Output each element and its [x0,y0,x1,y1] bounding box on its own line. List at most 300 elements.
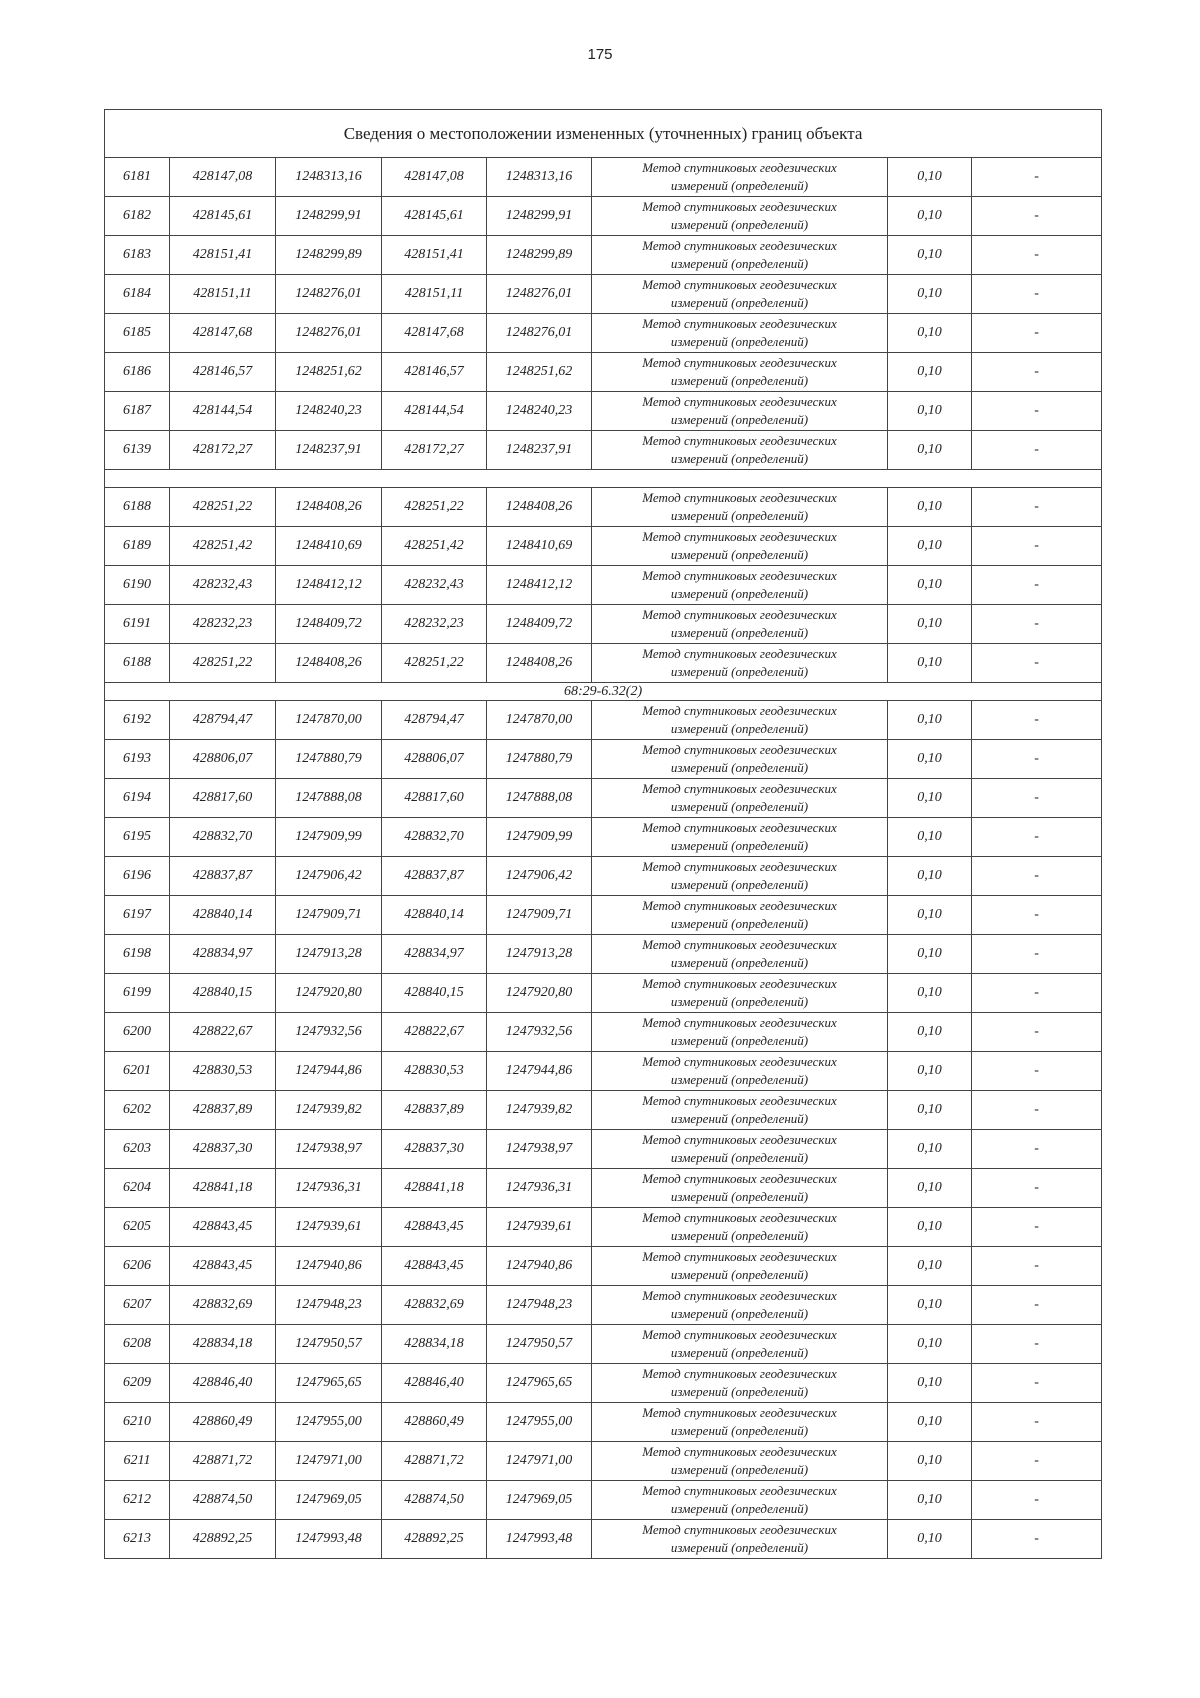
x-new-cell: 428837,30 [382,1130,487,1169]
x-new-cell: 428144,54 [382,392,487,431]
point-number-cell: 6194 [105,779,170,818]
x-old-cell: 428846,40 [170,1364,276,1403]
x-old-cell: 428147,68 [170,314,276,353]
method-line-2: измерений (определений) [670,295,809,310]
accuracy-cell: 0,10 [888,158,972,197]
method-line-1: Метод спутниковых геодезических [642,820,837,835]
table-row [105,857,1102,896]
accuracy-cell: 0,10 [888,566,972,605]
method-cell [592,740,888,779]
description-cell: - [972,158,1102,197]
accuracy-cell: 0,10 [888,197,972,236]
accuracy-cell: 0,10 [888,896,972,935]
method-line-1: Метод спутниковых геодезических [642,394,837,409]
x-old-cell: 428232,23 [170,605,276,644]
y-old-cell: 1247932,56 [276,1013,382,1052]
x-old-cell: 428834,18 [170,1325,276,1364]
accuracy-cell: 0,10 [888,1325,972,1364]
table-row [105,158,1102,197]
accuracy-cell: 0,10 [888,1013,972,1052]
method-line-1: Метод спутниковых геодезических [642,1210,837,1225]
accuracy-cell: 0,10 [888,644,972,683]
x-new-cell: 428860,49 [382,1403,487,1442]
x-new-cell: 428806,07 [382,740,487,779]
method-line-1: Метод спутниковых геодезических [642,1171,837,1186]
description-cell: - [972,779,1102,818]
point-number-cell: 6200 [105,1013,170,1052]
table-row [105,566,1102,605]
y-new-cell: 1248313,16 [487,158,592,197]
method-line-1: Метод спутниковых геодезических [642,238,837,253]
accuracy-cell: 0,10 [888,1364,972,1403]
point-number-cell: 6202 [105,1091,170,1130]
y-old-cell: 1248409,72 [276,605,382,644]
method-line-1: Метод спутниковых геодезических [642,1288,837,1303]
method-line-1: Метод спутниковых геодезических [642,742,837,757]
y-old-cell: 1248237,91 [276,431,382,470]
method-line-2: измерений (определений) [670,760,809,775]
method-line-1: Метод спутниковых геодезических [642,937,837,952]
point-number-cell: 6182 [105,197,170,236]
method-line-1: Метод спутниковых геодезических [642,607,837,622]
description-cell: - [972,197,1102,236]
x-old-cell: 428830,53 [170,1052,276,1091]
description-cell: - [972,1169,1102,1208]
y-old-cell: 1248299,91 [276,197,382,236]
method-line-2: измерений (определений) [670,1267,809,1282]
x-old-cell: 428806,07 [170,740,276,779]
y-new-cell: 1248409,72 [487,605,592,644]
y-new-cell: 1248276,01 [487,275,592,314]
method-line-1: Метод спутниковых геодезических [642,277,837,292]
description-cell: - [972,431,1102,470]
description-cell: - [972,740,1102,779]
point-number-cell: 6205 [105,1208,170,1247]
y-old-cell: 1248408,26 [276,488,382,527]
method-cell [592,935,888,974]
method-line-2: измерений (определений) [670,1189,809,1204]
table-row [105,392,1102,431]
y-old-cell: 1247909,99 [276,818,382,857]
accuracy-cell: 0,10 [888,1247,972,1286]
method-line-1: Метод спутниковых геодезических [642,976,837,991]
x-new-cell: 428794,47 [382,701,487,740]
y-old-cell: 1247944,86 [276,1052,382,1091]
method-cell [592,197,888,236]
y-new-cell: 1247944,86 [487,1052,592,1091]
y-new-cell: 1247909,99 [487,818,592,857]
y-old-cell: 1247909,71 [276,896,382,935]
y-new-cell: 1248240,23 [487,392,592,431]
description-cell: - [972,1247,1102,1286]
y-new-cell: 1248408,26 [487,488,592,527]
method-line-2: измерений (определений) [670,1462,809,1477]
method-line-1: Метод спутниковых геодезических [642,1444,837,1459]
method-line-1: Метод спутниковых геодезических [642,646,837,661]
method-cell [592,1169,888,1208]
x-old-cell: 428843,45 [170,1247,276,1286]
y-new-cell: 1247938,97 [487,1130,592,1169]
y-new-cell: 1247939,61 [487,1208,592,1247]
x-new-cell: 428846,40 [382,1364,487,1403]
x-old-cell: 428172,27 [170,431,276,470]
x-old-cell: 428840,15 [170,974,276,1013]
method-line-1: Метод спутниковых геодезических [642,1483,837,1498]
point-number-cell: 6184 [105,275,170,314]
method-line-2: измерений (определений) [670,1345,809,1360]
y-old-cell: 1248410,69 [276,527,382,566]
x-old-cell: 428251,22 [170,488,276,527]
x-new-cell: 428145,61 [382,197,487,236]
x-old-cell: 428892,25 [170,1520,276,1559]
table-row [105,896,1102,935]
x-new-cell: 428151,11 [382,275,487,314]
description-cell: - [972,701,1102,740]
accuracy-cell: 0,10 [888,1442,972,1481]
point-number-cell: 6188 [105,644,170,683]
x-old-cell: 428251,42 [170,527,276,566]
method-line-2: измерений (определений) [670,451,809,466]
x-old-cell: 428146,57 [170,353,276,392]
method-cell [592,1091,888,1130]
x-new-cell: 428232,23 [382,605,487,644]
y-new-cell: 1247955,00 [487,1403,592,1442]
table-row [105,275,1102,314]
accuracy-cell: 0,10 [888,314,972,353]
method-cell [592,1403,888,1442]
method-cell [592,1325,888,1364]
y-old-cell: 1247913,28 [276,935,382,974]
y-old-cell: 1247969,05 [276,1481,382,1520]
y-old-cell: 1247888,08 [276,779,382,818]
y-new-cell: 1247939,82 [487,1091,592,1130]
table-row [105,1130,1102,1169]
table-row [105,1208,1102,1247]
table-row [105,488,1102,527]
description-cell: - [972,1013,1102,1052]
accuracy-cell: 0,10 [888,1520,972,1559]
x-new-cell: 428817,60 [382,779,487,818]
point-number-cell: 6139 [105,431,170,470]
x-new-cell: 428892,25 [382,1520,487,1559]
accuracy-cell: 0,10 [888,275,972,314]
y-new-cell: 1247948,23 [487,1286,592,1325]
description-cell: - [972,527,1102,566]
y-old-cell: 1247971,00 [276,1442,382,1481]
accuracy-cell: 0,10 [888,392,972,431]
method-line-1: Метод спутниковых геодезических [642,703,837,718]
method-line-1: Метод спутниковых геодезических [642,529,837,544]
table-row [105,1052,1102,1091]
x-new-cell: 428834,18 [382,1325,487,1364]
x-old-cell: 428834,97 [170,935,276,974]
y-new-cell: 1248251,62 [487,353,592,392]
accuracy-cell: 0,10 [888,1208,972,1247]
y-old-cell: 1247950,57 [276,1325,382,1364]
point-number-cell: 6211 [105,1442,170,1481]
x-new-cell: 428172,27 [382,431,487,470]
point-number-cell: 6190 [105,566,170,605]
section-label: 68:29-6.32(2) [105,683,1102,701]
table-row [105,1247,1102,1286]
description-cell: - [972,314,1102,353]
method-line-2: измерений (определений) [670,721,809,736]
method-line-2: измерений (определений) [670,1228,809,1243]
method-line-1: Метод спутниковых геодезических [642,898,837,913]
x-new-cell: 428147,08 [382,158,487,197]
table-row [105,353,1102,392]
method-line-2: измерений (определений) [670,877,809,892]
description-cell: - [972,1091,1102,1130]
method-cell [592,488,888,527]
y-old-cell: 1247939,61 [276,1208,382,1247]
method-line-2: измерений (определений) [670,217,809,232]
accuracy-cell: 0,10 [888,353,972,392]
table-row [105,701,1102,740]
method-line-1: Метод спутниковых геодезических [642,1522,837,1537]
x-new-cell: 428874,50 [382,1481,487,1520]
y-old-cell: 1248276,01 [276,275,382,314]
method-line-1: Метод спутниковых геодезических [642,160,837,175]
x-old-cell: 428147,08 [170,158,276,197]
page-number: 175 [587,46,613,63]
method-line-2: измерений (определений) [670,799,809,814]
method-cell [592,701,888,740]
description-cell: - [972,1403,1102,1442]
accuracy-cell: 0,10 [888,857,972,896]
y-old-cell: 1247939,82 [276,1091,382,1130]
table-row [105,527,1102,566]
y-new-cell: 1247932,56 [487,1013,592,1052]
accuracy-cell: 0,10 [888,527,972,566]
boundary-coordinates-table [104,109,1102,1559]
accuracy-cell: 0,10 [888,974,972,1013]
point-number-cell: 6197 [105,896,170,935]
x-old-cell: 428871,72 [170,1442,276,1481]
description-cell: - [972,818,1102,857]
y-old-cell: 1247906,42 [276,857,382,896]
method-line-2: измерений (определений) [670,1150,809,1165]
x-old-cell: 428837,87 [170,857,276,896]
description-cell: - [972,275,1102,314]
method-cell [592,566,888,605]
table-row [105,740,1102,779]
method-line-1: Метод спутниковых геодезических [642,355,837,370]
method-cell [592,275,888,314]
y-old-cell: 1247880,79 [276,740,382,779]
method-line-1: Метод спутниковых геодезических [642,1132,837,1147]
table-row [105,974,1102,1013]
point-number-cell: 6198 [105,935,170,974]
method-line-2: измерений (определений) [670,1033,809,1048]
table-row [105,1325,1102,1364]
x-old-cell: 428151,11 [170,275,276,314]
method-line-1: Метод спутниковых геодезических [642,781,837,796]
method-line-1: Метод спутниковых геодезических [642,859,837,874]
accuracy-cell: 0,10 [888,740,972,779]
method-cell [592,1130,888,1169]
description-cell: - [972,1208,1102,1247]
method-line-2: измерений (определений) [670,178,809,193]
accuracy-cell: 0,10 [888,236,972,275]
method-line-2: измерений (определений) [670,1111,809,1126]
y-old-cell: 1247993,48 [276,1520,382,1559]
method-line-1: Метод спутниковых геодезических [642,1015,837,1030]
table-row [105,1286,1102,1325]
x-old-cell: 428832,69 [170,1286,276,1325]
method-line-1: Метод спутниковых геодезических [642,490,837,505]
point-number-cell: 6188 [105,488,170,527]
table-row [105,1013,1102,1052]
point-number-cell: 6210 [105,1403,170,1442]
method-cell [592,1052,888,1091]
accuracy-cell: 0,10 [888,431,972,470]
method-line-2: измерений (определений) [670,586,809,601]
point-number-cell: 6185 [105,314,170,353]
method-cell [592,1013,888,1052]
x-new-cell: 428832,69 [382,1286,487,1325]
method-line-1: Метод спутниковых геодезических [642,1249,837,1264]
x-new-cell: 428841,18 [382,1169,487,1208]
separator-row [105,470,1102,488]
y-old-cell: 1248299,89 [276,236,382,275]
description-cell: - [972,935,1102,974]
point-number-cell: 6212 [105,1481,170,1520]
x-old-cell: 428794,47 [170,701,276,740]
x-old-cell: 428817,60 [170,779,276,818]
method-cell [592,974,888,1013]
method-line-2: измерений (определений) [670,1384,809,1399]
y-old-cell: 1247936,31 [276,1169,382,1208]
point-number-cell: 6186 [105,353,170,392]
method-line-2: измерений (определений) [670,1423,809,1438]
description-cell: - [972,566,1102,605]
method-line-2: измерений (определений) [670,412,809,427]
method-cell [592,158,888,197]
y-new-cell: 1247870,00 [487,701,592,740]
table-row [105,644,1102,683]
method-line-1: Метод спутниковых геодезических [642,1366,837,1381]
y-new-cell: 1248299,91 [487,197,592,236]
y-old-cell: 1247965,65 [276,1364,382,1403]
point-number-cell: 6203 [105,1130,170,1169]
x-old-cell: 428837,89 [170,1091,276,1130]
x-old-cell: 428837,30 [170,1130,276,1169]
point-number-cell: 6191 [105,605,170,644]
x-old-cell: 428144,54 [170,392,276,431]
x-new-cell: 428837,89 [382,1091,487,1130]
point-number-cell: 6201 [105,1052,170,1091]
section-header-row [105,683,1102,701]
method-line-2: измерений (определений) [670,664,809,679]
y-new-cell: 1248237,91 [487,431,592,470]
method-line-1: Метод спутниковых геодезических [642,316,837,331]
method-cell [592,1520,888,1559]
x-old-cell: 428832,70 [170,818,276,857]
description-cell: - [972,896,1102,935]
table-row [105,1403,1102,1442]
y-new-cell: 1247888,08 [487,779,592,818]
table-row [105,1481,1102,1520]
method-line-2: измерений (определений) [670,373,809,388]
description-cell: - [972,236,1102,275]
description-cell: - [972,605,1102,644]
x-old-cell: 428151,41 [170,236,276,275]
x-new-cell: 428822,67 [382,1013,487,1052]
accuracy-cell: 0,10 [888,701,972,740]
x-old-cell: 428860,49 [170,1403,276,1442]
method-line-1: Метод спутниковых геодезических [642,199,837,214]
x-new-cell: 428832,70 [382,818,487,857]
y-new-cell: 1248299,89 [487,236,592,275]
method-cell [592,896,888,935]
y-old-cell: 1247948,23 [276,1286,382,1325]
y-new-cell: 1247993,48 [487,1520,592,1559]
method-line-2: измерений (определений) [670,1072,809,1087]
description-cell: - [972,644,1102,683]
description-cell: - [972,1286,1102,1325]
x-old-cell: 428822,67 [170,1013,276,1052]
description-cell: - [972,1442,1102,1481]
accuracy-cell: 0,10 [888,605,972,644]
method-cell [592,392,888,431]
y-old-cell: 1247955,00 [276,1403,382,1442]
y-old-cell: 1247920,80 [276,974,382,1013]
x-old-cell: 428840,14 [170,896,276,935]
method-cell [592,779,888,818]
point-number-cell: 6193 [105,740,170,779]
x-new-cell: 428840,14 [382,896,487,935]
x-old-cell: 428843,45 [170,1208,276,1247]
x-new-cell: 428251,42 [382,527,487,566]
table-row [105,1520,1102,1559]
y-old-cell: 1247870,00 [276,701,382,740]
description-cell: - [972,392,1102,431]
y-new-cell: 1247913,28 [487,935,592,974]
point-number-cell: 6204 [105,1169,170,1208]
method-line-2: измерений (определений) [670,916,809,931]
point-number-cell: 6213 [105,1520,170,1559]
description-cell: - [972,1130,1102,1169]
y-new-cell: 1247950,57 [487,1325,592,1364]
method-line-1: Метод спутниковых геодезических [642,433,837,448]
table-row [105,779,1102,818]
table-row [105,818,1102,857]
y-new-cell: 1247940,86 [487,1247,592,1286]
method-cell [592,1247,888,1286]
method-line-2: измерений (определений) [670,994,809,1009]
method-cell [592,527,888,566]
point-number-cell: 6209 [105,1364,170,1403]
method-line-1: Метод спутниковых геодезических [642,1327,837,1342]
accuracy-cell: 0,10 [888,818,972,857]
method-line-2: измерений (определений) [670,334,809,349]
x-new-cell: 428840,15 [382,974,487,1013]
table-row [105,1364,1102,1403]
description-cell: - [972,974,1102,1013]
method-line-2: измерений (определений) [670,547,809,562]
method-cell [592,353,888,392]
y-old-cell: 1248313,16 [276,158,382,197]
method-cell [592,1442,888,1481]
description-cell: - [972,488,1102,527]
x-new-cell: 428147,68 [382,314,487,353]
description-cell: - [972,1325,1102,1364]
method-line-1: Метод спутниковых геодезических [642,1405,837,1420]
description-cell: - [972,857,1102,896]
method-line-2: измерений (определений) [670,1501,809,1516]
method-cell [592,236,888,275]
